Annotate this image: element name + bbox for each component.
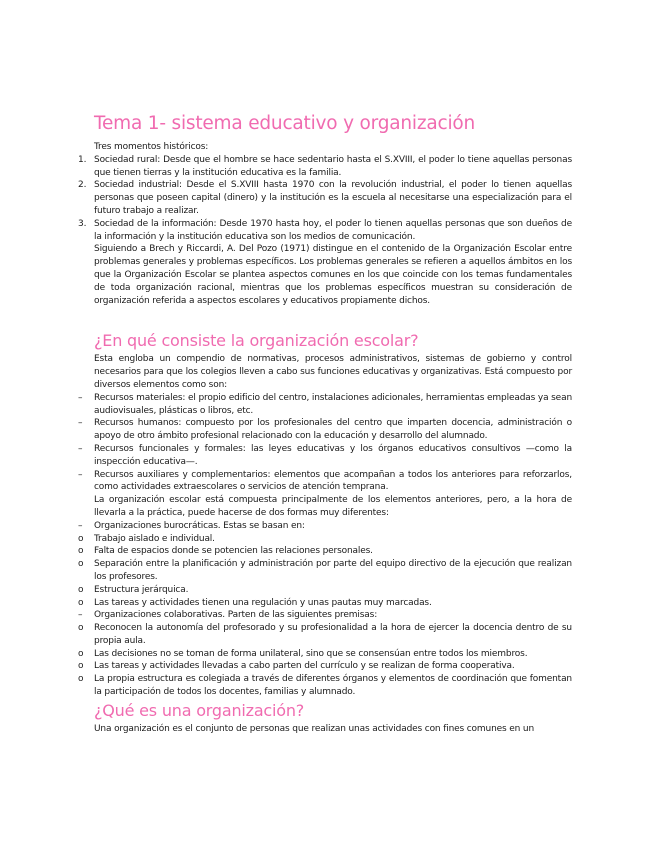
list-item-text: Recursos materiales: el propio edificio del centro, instalaciones adicionales, herramientas empleadas ya sean audiovisuales, plásticas o libros, etc. — [94, 392, 572, 416]
intro-text: Tres momentos históricos: — [94, 142, 209, 152]
document-content — [78, 112, 572, 736]
dash-marker: – — [78, 469, 83, 480]
section-heading-que-es-organizacion: ¿Qué es una organización? — [94, 700, 305, 720]
dash-marker: – — [78, 443, 83, 454]
resources-list — [78, 392, 572, 494]
section-heading-organizacion-escolar: ¿En qué consiste la organización escolar? — [94, 331, 419, 351]
list-item — [78, 622, 572, 648]
list-item-text: Sociedad rural: Desde que el hombre se hace sedentario hasta el S.XVIII, el poder lo tiene aquellas personas que tienen tierras y la institución educativa es la familia. — [94, 154, 572, 178]
list-item — [78, 673, 572, 699]
list-item — [78, 218, 572, 244]
list-item-text: La propia estructura es colegiada a través de diferentes órganos y elementos de coordinación que fomentan la participación de todos los docentes, familias y alumnado. — [94, 674, 572, 698]
bullet-marker: o — [78, 533, 84, 544]
list-item — [78, 179, 572, 217]
list-item — [78, 154, 572, 180]
list-number: 2. — [78, 180, 87, 191]
section3-text: Una organización es el conjunto de personas que realizan unas actividades con fines comunes en un — [94, 723, 535, 734]
list-item-text: Las tareas y actividades llevadas a cabo parten del currículo y se realizan de forma cooperativa. — [94, 661, 515, 672]
list-item — [78, 584, 572, 597]
list-item-text: Recursos auxiliares y complementarios: elementos que acompañan a todos los anteriores para reforzarlos, como actividades extraescolares o servicios de atención temprana. — [94, 469, 572, 493]
list-item-text: Estructura jerárquica. — [94, 584, 189, 595]
bureaucratic-heading — [78, 520, 572, 533]
list-item — [78, 597, 572, 610]
collaborative-list — [78, 622, 572, 699]
list-item — [78, 648, 572, 661]
list-item-text: Falta de espacios donde se potencien las relaciones personales. — [94, 546, 373, 557]
dash-marker: – — [78, 392, 83, 403]
page-title: Tema 1- sistema educativo y organización — [94, 113, 476, 134]
list-item — [78, 533, 572, 546]
brech-paragraph: Siguiendo a Brech y Riccardi, A. Del Pozo (1971) distingue en el contenido de la Organización Escolar entre problemas generales y problemas específicos. Los problemas generales se refieren a aquellos ámbitos en los que la Organización Escolar se plantea aspectos comunes en los que coincide con los temas fundamentales de toda organización racional, mientras que los problemas específicos muestran su consideración de organización referida a aspectos escolares y educativos propiamente dichos. — [94, 244, 572, 306]
collaborative-heading — [78, 609, 572, 622]
bureaucratic-list — [78, 533, 572, 610]
list-item — [78, 417, 572, 443]
dash-marker: – — [78, 520, 83, 531]
list-item-text: Recursos humanos: compuesto por los profesionales del centro que imparten docencia, administración o apoyo de otro ámbito profesional relacionado con la educación y desarrollo del alumnado. — [94, 418, 572, 442]
bullet-marker: o — [78, 597, 84, 608]
bullet-marker: o — [78, 546, 84, 557]
forms-paragraph: La organización escolar está compuesta principalmente de los elementos anteriores, pero, a la hora de llevarla a la práctica, puede hacerse de dos formas muy diferentes: — [94, 495, 572, 518]
list-item — [78, 443, 572, 469]
list-item — [78, 558, 572, 584]
list-item-text: Recursos funcionales y formales: las leyes educativas y los órganos educativos consultivos —como la inspección educativa—. — [94, 443, 572, 467]
list-item — [78, 392, 572, 418]
bullet-marker: o — [78, 674, 84, 685]
list-item-text: Reconocen la autonomía del profesorado y su profesionalidad a la hora de ejercer la docencia dentro de su propia aula. — [94, 623, 572, 646]
list-item-text: Organizaciones burocráticas. Estas se basan en: — [94, 520, 305, 531]
list-item — [78, 545, 572, 558]
section2-intro: Esta engloba un compendio de normativas, procesos administrativos, sistemas de gobierno y control necesarios para que los colegios lleven a cabo sus funciones educativas y organizativas. Está compuesto por diversos elementos como son: — [94, 354, 572, 390]
list-item-text: Sociedad industrial: Desde el S.XVIII hasta 1970 con la revolución industrial, el poder lo tienen aquellas personas que poseen capital (dinero) y la institución es la escuela al necesitarse una especialización para el futuro trabajo a realizar. — [94, 180, 572, 216]
bullet-marker: o — [78, 661, 84, 672]
bullet-marker: o — [78, 648, 84, 659]
list-item-text: Organizaciones colaborativas. Parten de las siguientes premisas: — [94, 610, 378, 621]
list-item-text: Sociedad de la información: Desde 1970 hasta hoy, el poder lo tienen aquellas personas que son dueños de la información y la institución educativa son los medios de comunicación. — [94, 218, 572, 242]
bullet-marker: o — [78, 559, 84, 570]
list-item-text: Las decisiones no se toman de forma unilateral, sino que se consensúan entre todos los miembros. — [94, 648, 528, 659]
list-item-text: Las tareas y actividades tienen una regulación y unas pautas muy marcadas. — [94, 597, 432, 608]
list-number: 1. — [78, 154, 87, 165]
bullet-marker: o — [78, 623, 84, 634]
bullet-marker: o — [78, 584, 84, 595]
dash-marker: – — [78, 610, 83, 621]
moments-list — [78, 154, 572, 244]
list-item — [78, 660, 572, 673]
list-item-text: Trabajo aislado e individual. — [94, 533, 215, 544]
list-number: 3. — [78, 218, 87, 229]
list-item — [78, 469, 572, 495]
dash-marker: – — [78, 418, 83, 429]
list-item-text: Separación entre la planificación y administración por parte del equipo directivo de la ejecución que realizan los profesores. — [94, 559, 572, 582]
